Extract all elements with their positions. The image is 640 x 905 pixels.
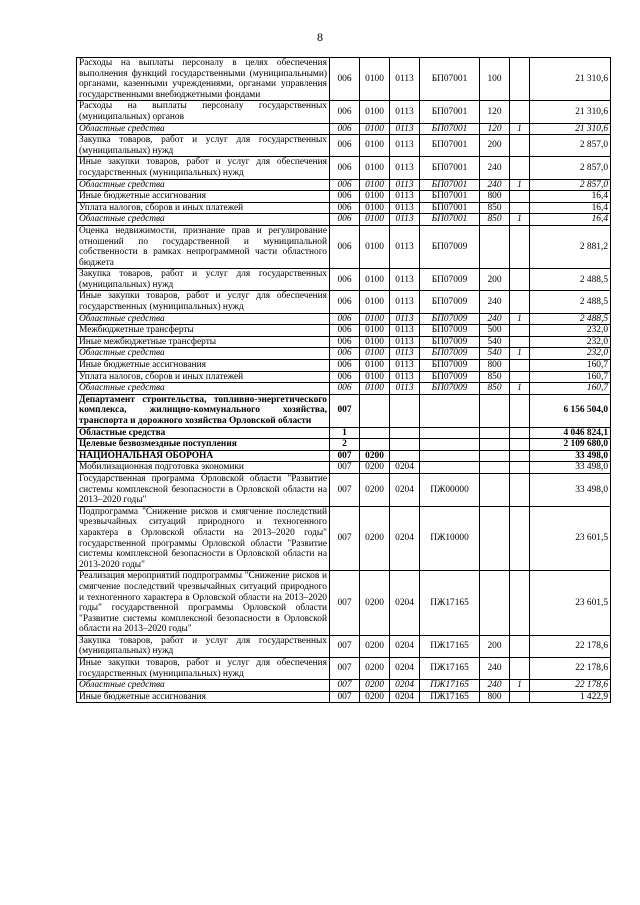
row-funding-source: 1 (510, 313, 530, 325)
row-target-article (420, 450, 480, 462)
row-funding-source (510, 101, 530, 123)
table-row (77, 506, 611, 571)
row-expense-type: 240 (480, 291, 510, 313)
row-funding-source (510, 269, 530, 291)
row-expense-type: 120 (480, 123, 510, 135)
row-amount: 232,0 (530, 348, 611, 360)
row-funding-source (510, 450, 530, 462)
row-expense-type: 540 (480, 336, 510, 348)
row-name: Уплата налогов, сборов и иных платежей (77, 371, 330, 383)
row-target-article: БП07001 (420, 191, 480, 203)
row-target-article: БП07001 (420, 214, 480, 226)
row-subsection-code: 0204 (390, 658, 420, 680)
row-amount: 33 498,0 (530, 450, 611, 462)
row-target-article: БП07001 (420, 123, 480, 135)
row-funding-source (510, 473, 530, 506)
row-ved-code: 007 (330, 473, 360, 506)
row-funding-source: 1 (510, 383, 530, 395)
row-ved-code: 007 (330, 506, 360, 571)
row-section-code: 0100 (360, 291, 390, 313)
row-name: Иные бюджетные ассигнования (77, 191, 330, 203)
row-subsection-code: 0113 (390, 101, 420, 123)
row-subsection-code: 0113 (390, 291, 420, 313)
row-expense-type (480, 394, 510, 427)
row-section-code: 0200 (360, 571, 390, 636)
row-funding-source (510, 439, 530, 451)
row-target-article (420, 462, 480, 474)
row-name: Областные средства (77, 123, 330, 135)
row-amount: 2 488,5 (530, 269, 611, 291)
row-amount: 22 178,6 (530, 658, 611, 680)
row-subsection-code: 0113 (390, 269, 420, 291)
row-amount: 160,7 (530, 383, 611, 395)
table-row (77, 473, 611, 506)
row-name: Областные средства (77, 214, 330, 226)
row-target-article: БП07009 (420, 291, 480, 313)
row-subsection-code: 0113 (390, 383, 420, 395)
table-row (77, 439, 611, 451)
row-amount: 2 881,2 (530, 225, 611, 268)
row-expense-type (480, 473, 510, 506)
row-ved-code: 007 (330, 691, 360, 703)
row-target-article (420, 427, 480, 439)
row-funding-source (510, 58, 530, 101)
row-section-code: 0200 (360, 635, 390, 657)
row-section-code: 0100 (360, 191, 390, 203)
row-target-article: ПЖ17165 (420, 691, 480, 703)
table-row (77, 214, 611, 226)
row-expense-type (480, 450, 510, 462)
row-funding-source (510, 325, 530, 337)
row-section-code: 0100 (360, 225, 390, 268)
row-subsection-code: 0204 (390, 473, 420, 506)
row-subsection-code: 0113 (390, 202, 420, 214)
row-target-article: БП07001 (420, 202, 480, 214)
row-target-article: ПЖ17165 (420, 680, 480, 692)
row-ved-code: 006 (330, 360, 360, 372)
row-expense-type: 240 (480, 179, 510, 191)
row-name: НАЦИОНАЛЬНАЯ ОБОРОНА (77, 450, 330, 462)
row-subsection-code: 0113 (390, 191, 420, 203)
row-name: Иные закупки товаров, работ и услуг для обеспечения государственных (муниципальных) нужд (77, 291, 330, 313)
row-ved-code: 006 (330, 58, 360, 101)
table-row (77, 450, 611, 462)
row-amount: 16,4 (530, 214, 611, 226)
row-funding-source (510, 427, 530, 439)
table-row (77, 691, 611, 703)
row-target-article: БП07001 (420, 157, 480, 179)
row-subsection-code: 0113 (390, 179, 420, 191)
row-amount: 16,4 (530, 191, 611, 203)
row-ved-code: 007 (330, 571, 360, 636)
row-ved-code: 007 (330, 658, 360, 680)
row-amount: 232,0 (530, 336, 611, 348)
row-amount: 23 601,5 (530, 571, 611, 636)
row-amount: 21 310,6 (530, 123, 611, 135)
row-ved-code: 006 (330, 269, 360, 291)
row-ved-code: 1 (330, 427, 360, 439)
row-expense-type: 850 (480, 214, 510, 226)
row-section-code: 0200 (360, 506, 390, 571)
row-amount: 16,4 (530, 202, 611, 214)
row-subsection-code: 0113 (390, 214, 420, 226)
row-section-code: 0200 (360, 462, 390, 474)
row-expense-type: 540 (480, 348, 510, 360)
row-funding-source (510, 571, 530, 636)
row-name: Областные средства (77, 179, 330, 191)
row-funding-source (510, 371, 530, 383)
row-target-article: ПЖ00000 (420, 473, 480, 506)
row-subsection-code (390, 427, 420, 439)
row-subsection-code: 0113 (390, 325, 420, 337)
table-row (77, 157, 611, 179)
row-target-article (420, 439, 480, 451)
row-expense-type: 240 (480, 658, 510, 680)
row-expense-type: 100 (480, 58, 510, 101)
row-section-code: 0100 (360, 269, 390, 291)
row-subsection-code: 0204 (390, 506, 420, 571)
table-row (77, 680, 611, 692)
row-ved-code: 006 (330, 291, 360, 313)
row-amount: 23 601,5 (530, 506, 611, 571)
row-section-code: 0100 (360, 179, 390, 191)
row-amount: 2 109 680,0 (530, 439, 611, 451)
row-subsection-code (390, 450, 420, 462)
row-section-code: 0200 (360, 680, 390, 692)
row-expense-type: 240 (480, 157, 510, 179)
row-name: Закупка товаров, работ и услуг для государственных (муниципальных) нужд (77, 269, 330, 291)
row-ved-code: 006 (330, 101, 360, 123)
row-funding-source (510, 291, 530, 313)
row-subsection-code: 0113 (390, 371, 420, 383)
row-ved-code: 006 (330, 123, 360, 135)
row-ved-code: 006 (330, 202, 360, 214)
row-target-article: БП07009 (420, 225, 480, 268)
row-section-code: 0100 (360, 157, 390, 179)
table-row (77, 135, 611, 157)
row-funding-source: 1 (510, 123, 530, 135)
row-target-article: БП07009 (420, 313, 480, 325)
row-target-article: ПЖ17165 (420, 635, 480, 657)
row-funding-source (510, 135, 530, 157)
row-name: Закупка товаров, работ и услуг для государственных (муниципальных) нужд (77, 135, 330, 157)
table-row (77, 571, 611, 636)
row-expense-type (480, 571, 510, 636)
row-ved-code: 006 (330, 179, 360, 191)
row-expense-type: 800 (480, 691, 510, 703)
row-target-article: БП07009 (420, 325, 480, 337)
row-section-code: 0200 (360, 473, 390, 506)
row-subsection-code (390, 394, 420, 427)
row-funding-source (510, 225, 530, 268)
row-subsection-code: 0113 (390, 336, 420, 348)
row-name: Подпрограмма "Снижение рисков и смягчение последствий чрезвычайных ситуаций природного и техногенного характера в Орловской области на 2013–2020 годы" государственной программы Орловской области "Развитие системы комплексной безопасности в Орловской области на 2013-2020 годы" (77, 506, 330, 571)
row-target-article: БП07001 (420, 135, 480, 157)
table-row (77, 394, 611, 427)
table-row (77, 101, 611, 123)
row-section-code: 0100 (360, 348, 390, 360)
row-funding-source (510, 691, 530, 703)
row-target-article: БП07001 (420, 179, 480, 191)
row-name: Иные закупки товаров, работ и услуг для обеспечения государственных (муниципальных) нужд (77, 658, 330, 680)
row-name: Межбюджетные трансферты (77, 325, 330, 337)
row-ved-code: 006 (330, 135, 360, 157)
row-name: Оценка недвижимости, признание прав и регулирование отношений по государственной и муниципальной собственности в рамках непрограммной части областного бюджета (77, 225, 330, 268)
row-ved-code: 007 (330, 394, 360, 427)
row-subsection-code: 0113 (390, 348, 420, 360)
row-funding-source (510, 394, 530, 427)
row-name: Мобилизационная подготовка экономики (77, 462, 330, 474)
row-name: Целевые безвозмездные поступления (77, 439, 330, 451)
table-row (77, 336, 611, 348)
row-amount: 33 498,0 (530, 462, 611, 474)
table-row (77, 269, 611, 291)
row-target-article: БП07009 (420, 269, 480, 291)
row-target-article: БП07009 (420, 348, 480, 360)
row-section-code: 0100 (360, 101, 390, 123)
row-funding-source (510, 157, 530, 179)
row-amount: 6 156 504,0 (530, 394, 611, 427)
row-section-code: 0200 (360, 450, 390, 462)
row-target-article: БП07009 (420, 336, 480, 348)
row-amount: 2 488,5 (530, 313, 611, 325)
row-ved-code: 007 (330, 462, 360, 474)
row-amount: 21 310,6 (530, 101, 611, 123)
table-row (77, 202, 611, 214)
table-row (77, 123, 611, 135)
row-name: Областные средства (77, 383, 330, 395)
row-funding-source (510, 360, 530, 372)
row-section-code: 0100 (360, 325, 390, 337)
table-row (77, 325, 611, 337)
row-funding-source (510, 336, 530, 348)
row-section-code: 0200 (360, 658, 390, 680)
row-expense-type: 500 (480, 325, 510, 337)
row-expense-type: 850 (480, 202, 510, 214)
row-funding-source (510, 658, 530, 680)
row-funding-source: 1 (510, 348, 530, 360)
row-section-code: 0100 (360, 360, 390, 372)
table-row (77, 313, 611, 325)
row-subsection-code: 0113 (390, 225, 420, 268)
row-expense-type: 200 (480, 635, 510, 657)
row-amount: 21 310,6 (530, 58, 611, 101)
row-expense-type (480, 439, 510, 451)
row-target-article: ПЖ17165 (420, 571, 480, 636)
row-section-code: 0100 (360, 383, 390, 395)
row-subsection-code: 0113 (390, 135, 420, 157)
row-name: Закупка товаров, работ и услуг для государственных (муниципальных) нужд (77, 635, 330, 657)
row-ved-code: 007 (330, 680, 360, 692)
row-funding-source (510, 191, 530, 203)
row-section-code: 0100 (360, 58, 390, 101)
row-target-article: БП07001 (420, 101, 480, 123)
table-row (77, 383, 611, 395)
row-section-code (360, 394, 390, 427)
row-subsection-code: 0204 (390, 571, 420, 636)
row-section-code: 0100 (360, 214, 390, 226)
row-name: Реализация мероприятий подпрограммы "Снижение рисков и смягчение последствий чрезвычайных ситуаций природного и техногенного характера в Орловской области на 2013–2020 годы" государственной программы Орловской области "Развитие системы комплексной безопасности в Орловской области на 2013–2020 годы" (77, 571, 330, 636)
row-subsection-code: 0204 (390, 462, 420, 474)
row-ved-code: 006 (330, 225, 360, 268)
row-expense-type: 200 (480, 135, 510, 157)
row-expense-type: 850 (480, 383, 510, 395)
row-target-article: ПЖ10000 (420, 506, 480, 571)
row-expense-type: 240 (480, 680, 510, 692)
row-expense-type: 800 (480, 191, 510, 203)
row-expense-type (480, 427, 510, 439)
table-row (77, 225, 611, 268)
row-ved-code: 006 (330, 191, 360, 203)
row-amount: 22 178,6 (530, 680, 611, 692)
row-section-code: 0100 (360, 123, 390, 135)
row-funding-source: 1 (510, 680, 530, 692)
row-ved-code: 006 (330, 313, 360, 325)
row-section-code: 0100 (360, 336, 390, 348)
table-row (77, 58, 611, 101)
row-name: Иные бюджетные ассигнования (77, 360, 330, 372)
row-target-article: ПЖ17165 (420, 658, 480, 680)
row-amount: 2 857,0 (530, 179, 611, 191)
table-row (77, 371, 611, 383)
row-section-code (360, 427, 390, 439)
row-name: Расходы на выплаты персоналу в целях обеспечения выполнения функций государственными (муниципальными) органами, казенными учреждениями, органами управления государственными внебюджетными фондами (77, 58, 330, 101)
row-expense-type: 240 (480, 313, 510, 325)
row-section-code: 0100 (360, 202, 390, 214)
row-ved-code: 006 (330, 214, 360, 226)
row-amount: 160,7 (530, 371, 611, 383)
row-name: Иные межбюджетные трансферты (77, 336, 330, 348)
row-funding-source (510, 506, 530, 571)
row-name: Иные бюджетные ассигнования (77, 691, 330, 703)
row-expense-type: 120 (480, 101, 510, 123)
row-name: Государственная программа Орловской области "Развитие системы комплексной безопасности в Орловской области на 2013–2020 годы" (77, 473, 330, 506)
row-amount: 1 422,9 (530, 691, 611, 703)
row-amount: 33 498,0 (530, 473, 611, 506)
row-subsection-code: 0113 (390, 58, 420, 101)
table-row (77, 658, 611, 680)
table-row (77, 291, 611, 313)
table-row (77, 348, 611, 360)
row-expense-type: 850 (480, 371, 510, 383)
row-target-article: БП07009 (420, 360, 480, 372)
row-name: Иные закупки товаров, работ и услуг для обеспечения государственных (муниципальных) нужд (77, 157, 330, 179)
table-row (77, 427, 611, 439)
row-expense-type: 200 (480, 269, 510, 291)
row-ved-code: 006 (330, 336, 360, 348)
row-expense-type (480, 506, 510, 571)
table-row (77, 462, 611, 474)
row-name: Областные средства (77, 680, 330, 692)
page-number: 8 (317, 30, 323, 44)
row-section-code: 0100 (360, 135, 390, 157)
row-funding-source (510, 202, 530, 214)
row-name: Департамент строительства, топливно-энергетического комплекса, жилищно-коммунального хозяйства, транспорта и дорожного хозяйства Орловской области (77, 394, 330, 427)
row-section-code: 0100 (360, 371, 390, 383)
row-amount: 22 178,6 (530, 635, 611, 657)
table-row (77, 191, 611, 203)
row-subsection-code: 0204 (390, 635, 420, 657)
row-funding-source: 1 (510, 214, 530, 226)
row-ved-code: 007 (330, 450, 360, 462)
row-subsection-code (390, 439, 420, 451)
row-ved-code: 006 (330, 371, 360, 383)
table-row (77, 179, 611, 191)
row-name: Областные средства (77, 313, 330, 325)
row-target-article: БП07009 (420, 371, 480, 383)
row-ved-code: 006 (330, 383, 360, 395)
row-funding-source (510, 635, 530, 657)
row-ved-code: 006 (330, 348, 360, 360)
row-amount: 2 857,0 (530, 135, 611, 157)
row-amount: 2 488,5 (530, 291, 611, 313)
row-subsection-code: 0113 (390, 123, 420, 135)
row-name: Областные средства (77, 348, 330, 360)
row-expense-type (480, 225, 510, 268)
row-section-code: 0200 (360, 691, 390, 703)
table-row (77, 360, 611, 372)
row-subsection-code: 0113 (390, 313, 420, 325)
row-ved-code: 007 (330, 635, 360, 657)
row-expense-type: 800 (480, 360, 510, 372)
row-ved-code: 2 (330, 439, 360, 451)
row-name: Областные средства (77, 427, 330, 439)
row-name: Расходы на выплаты персоналу государственных (муниципальных) органов (77, 101, 330, 123)
row-amount: 4 046 824,1 (530, 427, 611, 439)
row-amount: 2 857,0 (530, 157, 611, 179)
budget-table (76, 57, 611, 703)
row-target-article (420, 394, 480, 427)
row-funding-source: 1 (510, 179, 530, 191)
row-target-article: БП07001 (420, 58, 480, 101)
row-ved-code: 006 (330, 157, 360, 179)
table-row (77, 635, 611, 657)
row-funding-source (510, 462, 530, 474)
row-amount: 160,7 (530, 360, 611, 372)
row-name: Уплата налогов, сборов и иных платежей (77, 202, 330, 214)
row-section-code (360, 439, 390, 451)
row-target-article: БП07009 (420, 383, 480, 395)
row-amount: 232,0 (530, 325, 611, 337)
row-ved-code: 006 (330, 325, 360, 337)
row-subsection-code: 0204 (390, 691, 420, 703)
row-section-code: 0100 (360, 313, 390, 325)
row-subsection-code: 0113 (390, 360, 420, 372)
row-expense-type (480, 462, 510, 474)
row-subsection-code: 0113 (390, 157, 420, 179)
row-subsection-code: 0204 (390, 680, 420, 692)
